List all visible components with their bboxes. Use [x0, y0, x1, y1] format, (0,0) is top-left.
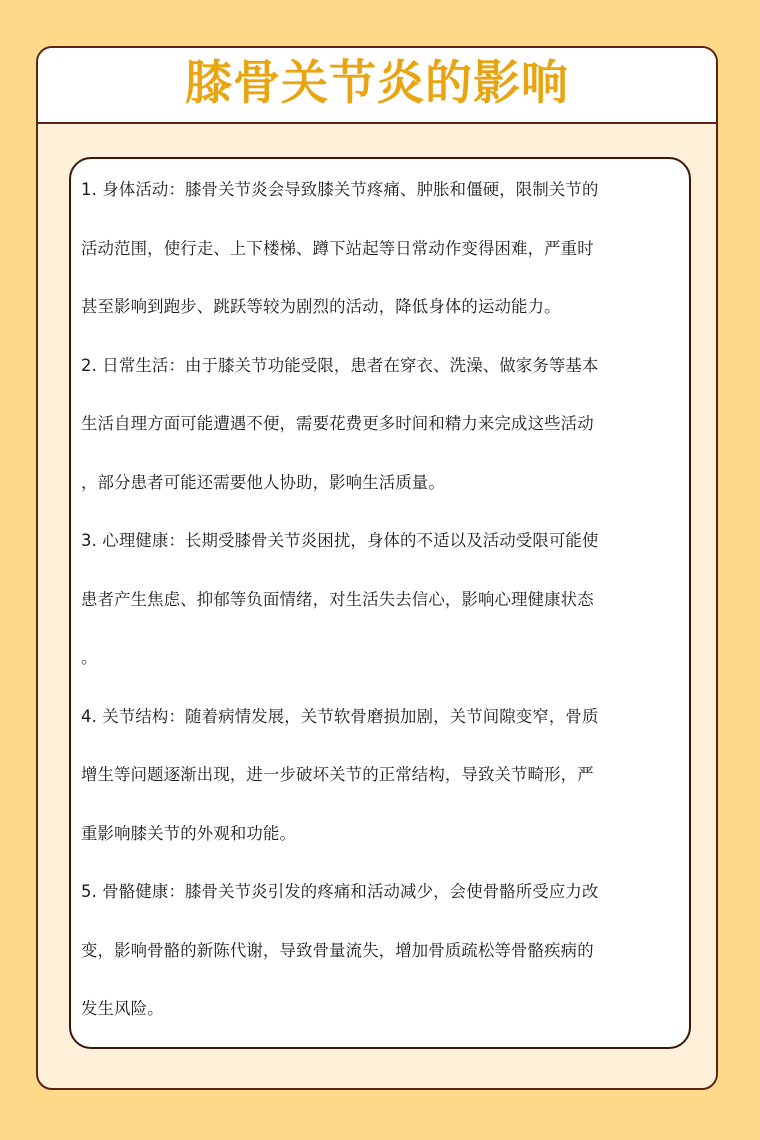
- item-line: 变，影响骨骼的新陈代谢，导致骨量流失，增加骨质疏松等骨骼疾病的: [81, 940, 594, 960]
- item-line: 患者产生焦虑、抑郁等负面情绪，对生活失去信心，影响心理健康状态: [81, 589, 594, 609]
- item-line: 2. 日常生活：由于膝关节功能受限，患者在穿衣、洗澡、做家务等基本: [81, 355, 599, 375]
- item-line: 3. 心理健康：长期受膝骨关节炎困扰，身体的不适以及活动受限可能使: [81, 531, 599, 550]
- list-item-joint-structure: [81, 702, 681, 878]
- list-item-bone-health: [81, 877, 681, 1053]
- item-line: 。: [81, 648, 98, 667]
- item-line: 5. 骨骼健康：膝骨关节炎引发的疼痛和活动减少，会使骨骼所受应力改: [81, 882, 599, 901]
- item-line: 4. 关节结构：随着病情发展，关节软骨磨损加剧，关节间隙变窄，骨质: [81, 706, 599, 726]
- item-line: ，部分患者可能还需要他人协助，影响生活质量。: [81, 472, 445, 492]
- title-bar: [38, 48, 716, 124]
- text-panel: [69, 157, 691, 1049]
- item-line: 活动范围，使行走、上下楼梯、蹲下站起等日常动作变得困难，严重时: [81, 238, 594, 258]
- list-item-mental-health: [81, 526, 681, 702]
- content-card: [36, 46, 718, 1090]
- item-line: 1. 身体活动：膝骨关节炎会导致膝关节疼痛、肿胀和僵硬，限制关节的: [81, 180, 599, 199]
- item-line: 甚至影响到跑步、跳跃等较为剧烈的活动，降低身体的运动能力。: [81, 297, 561, 316]
- list-item-body-activity: [81, 175, 681, 351]
- item-line: 生活自理方面可能遭遇不便，需要花费更多时间和精力来完成这些活动: [81, 414, 594, 433]
- item-line: 发生风险。: [81, 999, 164, 1018]
- item-line: 重影响膝关节的外观和功能。: [81, 823, 297, 843]
- item-line: 增生等问题逐渐出现，进一步破坏关节的正常结构，导致关节畸形，严: [81, 765, 594, 784]
- list-item-daily-life: [81, 351, 681, 527]
- page-title: 膝骨关节炎的影响: [185, 55, 569, 111]
